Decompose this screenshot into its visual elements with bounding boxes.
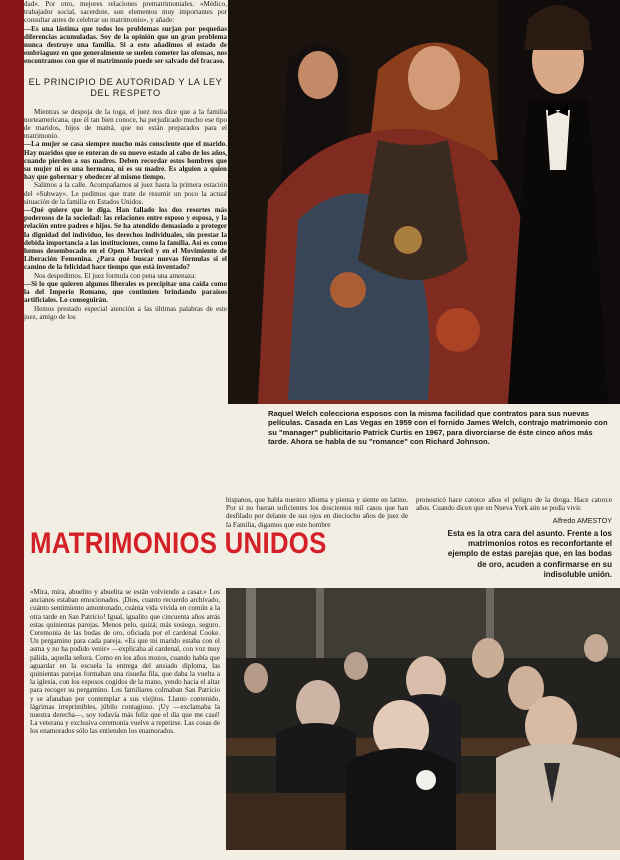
intro-paragraph: dad». Por otro, mejores relaciones prematrimoniales. «Médico, trabajador social, sacerdote, son elementos muy importantes por consultar antes de celebrar un matrimonio», y añade: bbox=[24, 0, 227, 25]
photo-caption: Raquel Welch colecciona esposos con la misma facilidad que contratos para sus nuevas películas. Casada en Las Vegas en 1959 con el fornido James Welch, contrajo matrimonio con su "manager" publicitario Patrick Curtis en 1967, para divorciarse de éste cinco años más tarde. Ahora se habla de su "romance" con Richard Johnson. bbox=[268, 409, 608, 446]
paragraph-5: Nos despedimos. El juez formula con pena una amenaza: bbox=[34, 271, 197, 280]
headline-deck: Esta es la otra cara del asunto. Frente a los matrimonios rotos es reconfortante el ejemplo de estas parejas que, en las bodas de oro, acuden a confirmarse en su indisoluble unión. bbox=[447, 529, 612, 579]
magazine-page bbox=[24, 0, 620, 860]
headline: MATRIMONIOS UNIDOS bbox=[30, 527, 327, 560]
author-signature: Alfredo AMESTOY bbox=[552, 516, 612, 526]
paragraph-2: —La mujer se casa siempre mucho más consciente que el marido. Hay maridos que se enteran de su nuevo estado al cabo de los años, cuando pierden a sus madres. Deben recordar estos hombres que su mujer ni es una hermana, ni es su madre. Es alguien a quien hay que gobernar y obedecer al mismo tiempo. bbox=[24, 140, 227, 182]
paragraph-7: Hemos prestado especial atención a las últimas palabras de este juez, amigo de los bbox=[24, 304, 227, 321]
photo-anniversary-couples bbox=[226, 588, 620, 850]
paragraph-4: —Qué quiere que le diga. Han fallado los dos resortes más poderosos de la sociedad: las relaciones entre esposo y esposa, y la relación entre padres e hijos. Se ha atendido demasiado a proteger la dignidad del individuo, los derechos individuales, sin prestar la debida importancia a las instituciones, como la familia. Así es como hemos desembocado en el Open Married y en el Movimiento de Liberación Femenina. ¿Para qué buscar nuevas fórmulas si el camino de la felicidad hace tiempo que está inventado? bbox=[24, 206, 227, 272]
col3-text: pronosticó hace catorce años el peligro de la droga. Hace catorce años. Cuando dicen que en Nueva York aún se podía vivir. bbox=[416, 496, 612, 513]
col2-text: hispanos, que habla nuestro idioma y piensa y siente en latino. Por si no fueran suficientes los doscientos mil casos que han desfilado por delante de sus ojos en dieciocho años de juez de la Familia, digamos que este hombre bbox=[226, 496, 408, 529]
paragraph-3: Salimos a la calle. Acompañamos al juez hasta la primera estación del «Subway». Le pedimos que trate de resumir un poco la actual situación de la familia en Estados Unidos. bbox=[24, 181, 227, 206]
photo-illustration bbox=[228, 0, 620, 404]
article-column-2 bbox=[226, 496, 408, 529]
judge-quote: —Es una lástima que todos los problemas surjan por pequeñas diferencias acumuladas. Soy de la opinión que un gran problema nunca destruye una familia. Si a esto añadimos el estado de embriaguez en que generalmente se suelen cometer las ofensas, nos encontramos con que el matrimonio puede ser salvado del fracaso. bbox=[24, 24, 227, 66]
paragraph-1: Mientras se despoja de la toga, el juez nos dice que a la familia norteamericana, que él tan bien conoce, ha perjudicado mucho ese tipo de maridos, hijos de mamá, que no están preparados para el matrimonio. bbox=[24, 107, 227, 141]
article-column-3 bbox=[416, 496, 612, 525]
section-subheading: EL PRINCIPIO DE AUTORIDAD Y LA LEY DEL RESPETO bbox=[28, 76, 223, 98]
article-column-bottom bbox=[30, 588, 220, 736]
photo-illustration bbox=[226, 588, 620, 850]
article-column-top bbox=[24, 0, 227, 405]
paragraph-6: —Si lo que quieren algunos liberales es precipitar una caída como la del Imperio Romano, que continúen brindando paraísos artificiales. Lo conseguirán. bbox=[24, 279, 227, 305]
photo-raquel-welch bbox=[228, 0, 620, 404]
bottom-article: «Mira, mira, abuelito y abuelita se están volviendo a casar.» Los ancianos estaban emocionados. ¡Dios, cuanto recuerdo archivado, cuánto sentimiento amontonado, cuánta vida vivida en común a la otra tarde en San Patricio! Igual, igualito que cincuenta años atrás estas quinientas parejas. Menos pelo, quizá; más sosiego, seguro. Ceremonia de las bodas de oro, oficiada por el cardenal Cooke. Un pergamino para cada pareja. «Es que mi marido estaba con el asma y no ha podido venir» —explicaba al cardenal, con voz muy pálida, aquella señora. Como en los años mozos, cuando había que aguardar en la escuela la entrega del ansiado diploma, las quinientas parejas formaban una risueña fila, que daba la vuelta a la iglesia, con los esposos cogidos de la mano, yendo hacia el altar para recoger su pergamino. Los familiares colmaban San Patricio y se afanaban por contemplar a sus viejitos. Llanto contenido, lágrimas irreprimibles, júbilo contagioso. ¡Uy —exclamaba la nuestra derecha—, soy todavía más feliz que el día que me casé! La veterana y exclusiva ceremonia vuelve a repetirse. Las cosas de los enamorados sólo las entienden los enamorados. bbox=[30, 588, 220, 736]
